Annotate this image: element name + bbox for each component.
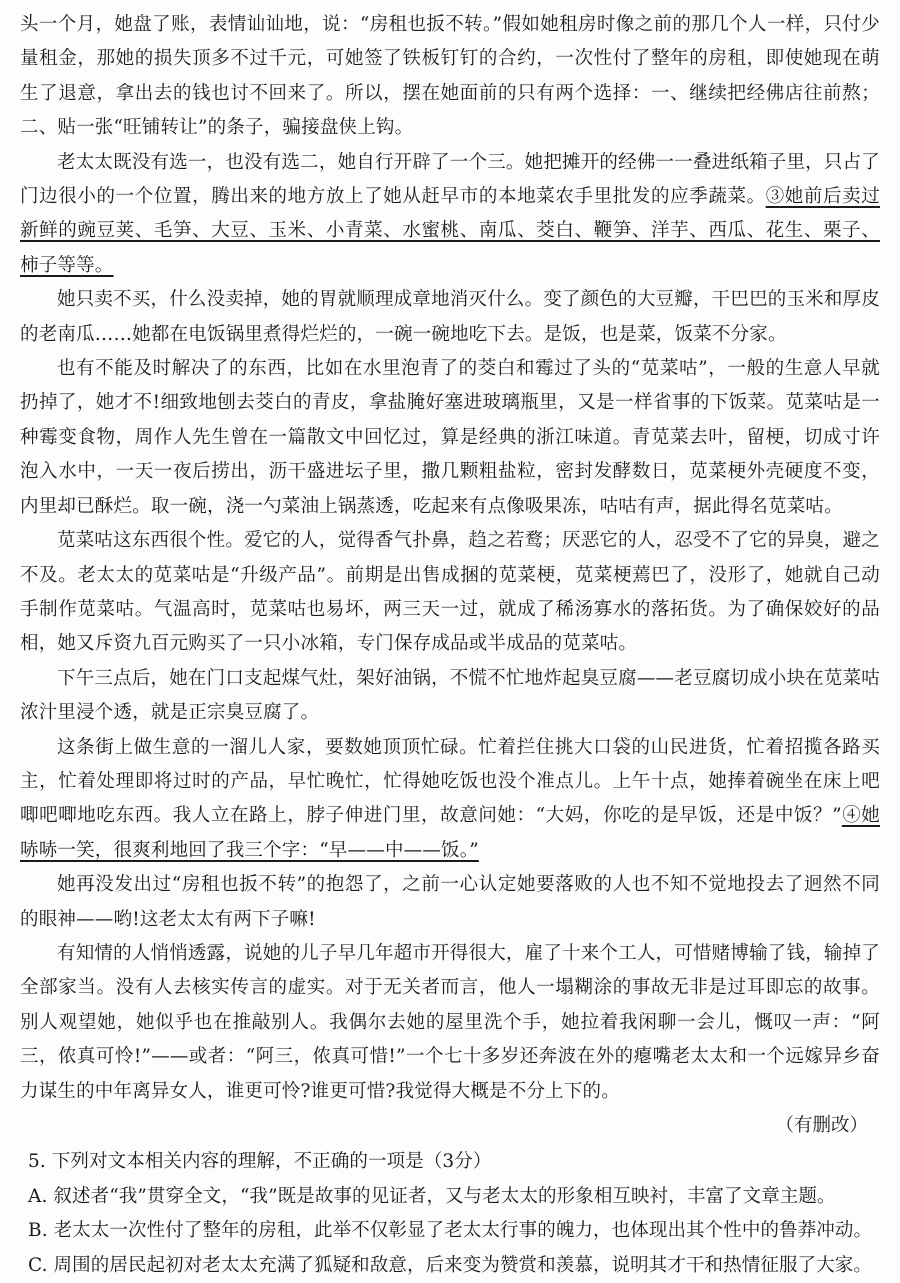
paragraph-7-text: 这条街上做生意的一溜儿人家，要数她顶顶忙碌。忙着拦住挑大口袋的山民进货，忙着招揽各路买主，忙着处理即将过时的产品，早忙晚忙，忙得她吃饭也没个准点儿。上午十点，她捧着碗坐在床上吧唧吧唧地吃东西。我人立在路上，脖子伸进门里，故意问她：“大妈，你吃的是早饭，还是中饭？” <box>20 736 880 827</box>
underlined-sentence-4: ④她哧哧一笑，很爽利地回了我三个字：“早——中——饭。” <box>20 805 880 861</box>
source-note: （有删改） <box>775 1115 868 1136</box>
passage-paragraph-5: 苋菜咕这东西很个性。爱它的人，觉得香气扑鼻，趋之若鹜；厌恶它的人，忍受不了它的异臭，避之不及。老太太的苋菜咕是“升级产品”。前期是出售成捆的苋菜梗，苋菜梗蔫巴了，没形了，她就自己动手制作苋菜咕。气温高时，苋菜咕也易坏，两三天一过，就成了稀汤寡水的落拓货。为了确保姣好的品相，她又斥资九百元购买了一只小冰箱，专门保存成品或半成品的苋菜咕。 <box>20 530 880 655</box>
passage-paragraph-4: 也有不能及时解决了的东西，比如在水里泡青了的茭白和霉过了头的“苋菜咕”，一般的生意人早就扔掉了，她才不!细致地刨去茭白的青皮，拿盐腌好塞进玻璃瓶里，又是一样省事的下饭菜。苋菜咕是一种霉变食物，周作人先生曾在一篇散文中回忆过，算是经典的浙江味道。青苋菜去叶，留梗，切成寸许泡入水中，一天一夜后捞出，沥干盛进坛子里，撒几颗粗盐粒，密封发酵数日，苋菜梗外壳硬度不变，内里却已酥烂。取一碗，浇一勺菜油上锅蒸透，吃起来有点像吸果冻，咕咕有声，据此得名苋菜咕。 <box>20 358 880 517</box>
passage-paragraph-2 <box>20 146 880 284</box>
reading-passage <box>20 8 880 1143</box>
question-5 <box>20 1145 880 1283</box>
option-b[interactable]: B. 老太太一次性付了整年的房租，此举不仅彰显了老太太行事的魄力，也体现出其个性中的鲁莽冲动。 <box>28 1220 873 1242</box>
underlined-sentence-3: ③她前后卖过新鲜的豌豆荚、毛笋、大豆、玉米、小青菜、水蜜桃、南瓜、茭白、鞭笋、洋芋、西瓜、花生、栗子、柿子等等。 <box>20 186 880 276</box>
passage-paragraph-7 <box>20 731 880 869</box>
question-stem: 5. 下列对文本相关内容的理解，不正确的一项是（3分） <box>28 1151 492 1173</box>
passage-paragraph-6: 下午三点后，她在门口支起煤气灶，架好油锅，不慌不忙地炸起臭豆腐——老豆腐切成小块在苋菜咕浓汁里浸个透，就是正宗臭豆腐了。 <box>20 667 880 724</box>
passage-paragraph-1: 头一个月，她盘了账，表情讪讪地，说：“房租也扳不转。”假如她租房时像之前的那几个人一样，只付少量租金，那她的损失顶多不过千元，可她签了铁板钉钉的合约，一次性付了整年的房租，即使她现在萌生了退意，拿出去的钱也讨不回来了。所以，摆在她面前的只有两个选择：一、继续把经佛店往前熬；二、贴一张“旺铺转让”的条子，骗接盘侠上钩。 <box>20 14 880 139</box>
option-c[interactable]: C. 周围的居民起初对老太太充满了狐疑和敌意，后来变为赞赏和羡慕，说明其才干和热情征服了大家。 <box>28 1254 872 1276</box>
passage-paragraph-8: 她再没发出过“房租也扳不转”的抱怨了，之前一心认定她要落败的人也不知不觉地投去了迥然不同的眼神——哟!这老太太有两下子嘛! <box>20 874 880 930</box>
paragraph-2-text: 老太太既没有选一，也没有选二，她自行开辟了一个三。她把摊开的经佛一一叠进纸箱子里，只占了门边很小的一个位置，腾出来的地方放上了她从赶早市的本地菜农手里批发的应季蔬菜。 <box>20 151 880 208</box>
option-a[interactable]: A. 叙述者“我”贯穿全文，“我”既是故事的见证者，又与老太太的形象相互映衬，丰富了文章主题。 <box>28 1185 836 1207</box>
passage-paragraph-9: 有知情的人悄悄透露，说她的儿子早几年超市开得很大，雇了十来个工人，可惜赌博输了钱，输掉了全部家当。没有人去核实传言的虚实。对于无关者而言，他人一塌糊涂的事故无非是过耳即忘的故事。别人观望她，她似乎也在推敲别人。我偶尔去她的屋里洗个手，她拉着我闲聊一会儿，慨叹一声：“阿三，侬真可怜!”——或者：“阿三，侬真可惜!”一个七十多岁还奔波在外的瘪嘴老太太和一个远嫁异乡奋力谋生的中年离异女人，谁更可怜?谁更可惜?我觉得大概是不分上下的。 <box>20 942 880 1102</box>
passage-paragraph-3: 她只卖不买，什么没卖掉，她的胃就顺理成章地消灭什么。变了颜色的大豆瓣，干巴巴的玉米和厚皮的老南瓜……她都在电饭锅里煮得烂烂的，一碗一碗地吃下去。是饭，也是菜，饭菜不分家。 <box>20 289 880 345</box>
